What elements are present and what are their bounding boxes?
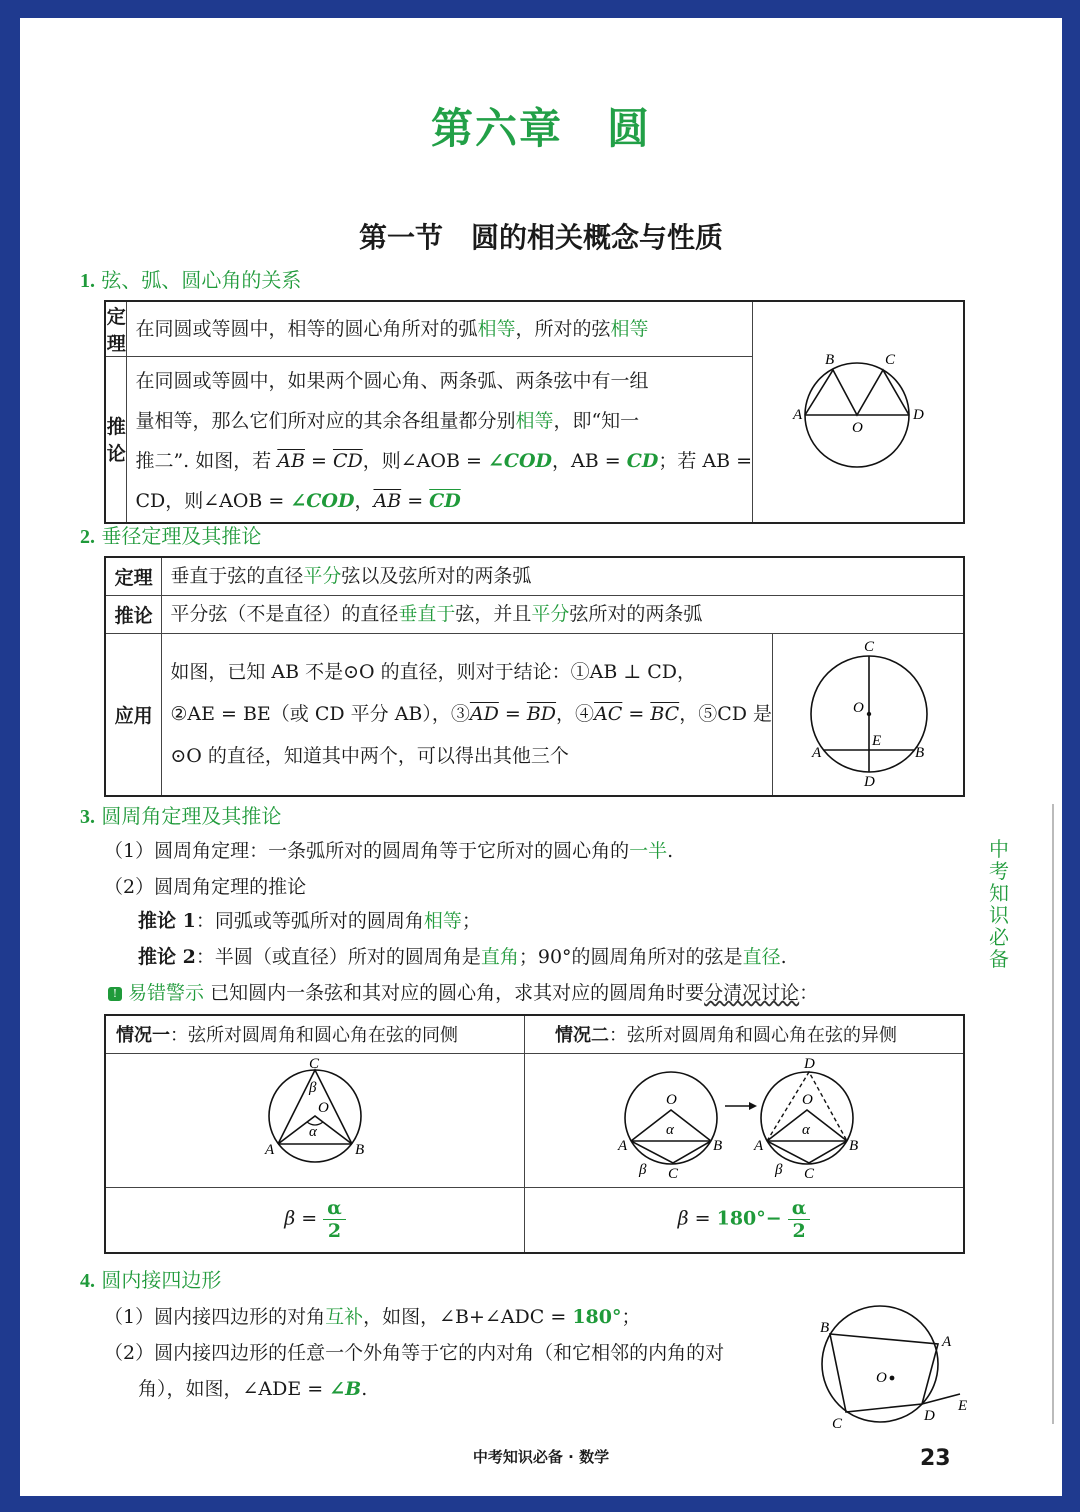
application-label: 应用	[105, 633, 162, 796]
section-2-heading: 2. 垂径定理及其推论	[80, 524, 262, 548]
pt-C4: C	[668, 1165, 679, 1182]
perpendicular-diameter-table	[104, 556, 965, 797]
case-1-formula: β = $\frac{\alpha}{2}$	[105, 1187, 525, 1253]
theorem-label: 定理	[105, 301, 127, 357]
pt-B6: B	[820, 1320, 830, 1336]
pt-C2: C	[864, 638, 875, 655]
figure-cell	[753, 301, 965, 523]
pt-A3: A	[265, 1141, 275, 1158]
inscribed-angle-theorem: （1）圆周角定理：一条弧所对的圆周角等于它所对的圆心角的一半.	[104, 840, 674, 862]
page-number: 23	[920, 1446, 951, 1471]
corollary-text: 在同圆或等圆中，如果两个圆心角、两条弧、两条弦中有一组 量相等，那么它们所对应的其余各组量都分别相等，即“知一 推二”. 如图，若 $\overline{AB} = \overline{CD}$，则∠AOB = ∠COD，AB = CD；若 AB = CD，则∠AOB = ∠COD，$\overline{AB} = \overline{CD}$	[127, 357, 753, 523]
cyclic-quad-property-2-cont: 角），如图，∠ADE = ∠B.	[138, 1378, 368, 1400]
pt-B3: B	[355, 1141, 365, 1158]
side-divider	[1052, 804, 1054, 1424]
figure-cell-2	[773, 633, 965, 796]
arrow-icon	[749, 1102, 757, 1110]
chord-arc-table	[104, 300, 965, 524]
pt-D5: D	[804, 1055, 815, 1072]
case-1-header: 情况一：弦所对圆周角和圆心角在弦的同侧	[105, 1015, 525, 1053]
corollary-2: 推论 2：半圆（或直径）所对的圆周角是直角；90°的圆周角所对的弦是直径.	[138, 946, 787, 968]
pt-A6: A	[942, 1334, 952, 1350]
corollary-text-2: 平分弦（不是直径）的直径垂直于弦，并且平分弦所对的两条弧	[162, 595, 964, 633]
pt-C6: C	[832, 1416, 843, 1430]
pt-C3: C	[309, 1055, 320, 1072]
beta-1: β	[309, 1079, 317, 1096]
pt-O5: O	[802, 1091, 813, 1108]
theorem-text: 在同圆或等圆中，相等的圆心角所对的弧相等，所对的弦相等	[127, 301, 753, 357]
pt-O6: O	[876, 1370, 887, 1386]
corollary-label-2: 推论	[105, 595, 162, 633]
warning-icon: !	[108, 987, 122, 1001]
corollary-1: 推论 1：同弧或等弧所对的圆周角相等；	[138, 910, 481, 932]
pt-A: A	[793, 407, 803, 424]
pt-O3: O	[318, 1099, 329, 1116]
pt-O2: O	[853, 699, 864, 716]
cyclic-quad-property-2: （2）圆内接四边形的任意一个外角等于它的内对角（和它相邻的内角的对	[104, 1342, 725, 1364]
pt-D2: D	[864, 773, 875, 790]
pt-O4: O	[666, 1091, 677, 1108]
section-4-heading: 4. 圆内接四边形	[80, 1268, 222, 1292]
common-mistake-warning: ! 易错警示 已知圆内一条弦和其对应的圆心角，求其对应的圆周角时要分清况讨论：	[108, 978, 818, 1005]
alpha-2: α	[666, 1121, 674, 1138]
case-2-header: 情况二：弦所对圆周角和圆心角在弦的异侧	[525, 1015, 965, 1053]
theorem-text-2: 垂直于弦的直径平分弦以及弦所对的两条弧	[162, 557, 964, 595]
pt-O: O	[852, 420, 863, 437]
beta-2: β	[639, 1161, 647, 1178]
section-title: 第一节 圆的相关概念与性质	[358, 221, 723, 254]
application-text: 如图，已知 AB 不是⊙O 的直径，则对于结论：①AB ⊥ CD， ②AE = BE（或 CD 平分 AB），$③\overline{AD} = \overline{BD}$，$④\overline{AC} = \overline{BC}$，⑤CD 是 ⊙O 的直径，知道其中两个，可以得出其他三个	[162, 633, 773, 796]
case-2-figure-cell	[525, 1053, 965, 1187]
pt-A5: A	[754, 1137, 764, 1154]
pt-B5: B	[849, 1137, 859, 1154]
pt-E2: E	[872, 732, 882, 749]
alpha-1: α	[309, 1123, 317, 1140]
chord-figure	[753, 306, 963, 512]
footer: 中考知识必备 · 数学	[472, 1448, 610, 1466]
pt-B2: B	[915, 744, 925, 761]
pt-D6: D	[924, 1408, 935, 1424]
case-2-formula: β = 180°− $\frac{\alpha}{2}$	[525, 1187, 965, 1253]
side-tab: 中考知识必备	[989, 837, 1009, 971]
pt-A2: A	[812, 744, 822, 761]
section-1-heading: 1. 弦、弧、圆心角的关系	[80, 268, 302, 292]
corollary-label: 推论	[105, 357, 127, 523]
perpendicular-figure	[773, 634, 963, 790]
pt-B: B	[825, 352, 835, 369]
beta-3: β	[775, 1161, 783, 1178]
pt-B4: B	[713, 1137, 723, 1154]
page	[20, 18, 1062, 1496]
case-1-figure	[245, 1054, 385, 1182]
pt-A4: A	[618, 1137, 628, 1154]
chapter-title: 第六章 圆	[430, 104, 651, 153]
pt-D: D	[913, 407, 924, 424]
alpha-3: α	[802, 1121, 810, 1138]
inscribed-angle-corollaries: （2）圆周角定理的推论	[104, 876, 307, 898]
cyclic-quadrilateral-figure	[812, 1300, 972, 1430]
pt-C: C	[885, 352, 896, 369]
pt-C5: C	[804, 1165, 815, 1182]
case-2-figure	[609, 1054, 879, 1182]
section-3-heading: 3. 圆周角定理及其推论	[80, 804, 282, 828]
case-1-figure-cell	[105, 1053, 525, 1187]
cases-table	[104, 1014, 965, 1254]
theorem-label-2: 定理	[105, 557, 162, 595]
cyclic-quad-property-1: （1）圆内接四边形的对角互补，如图，∠B+∠ADC = 180°；	[104, 1306, 641, 1328]
pt-E6: E	[958, 1398, 968, 1414]
